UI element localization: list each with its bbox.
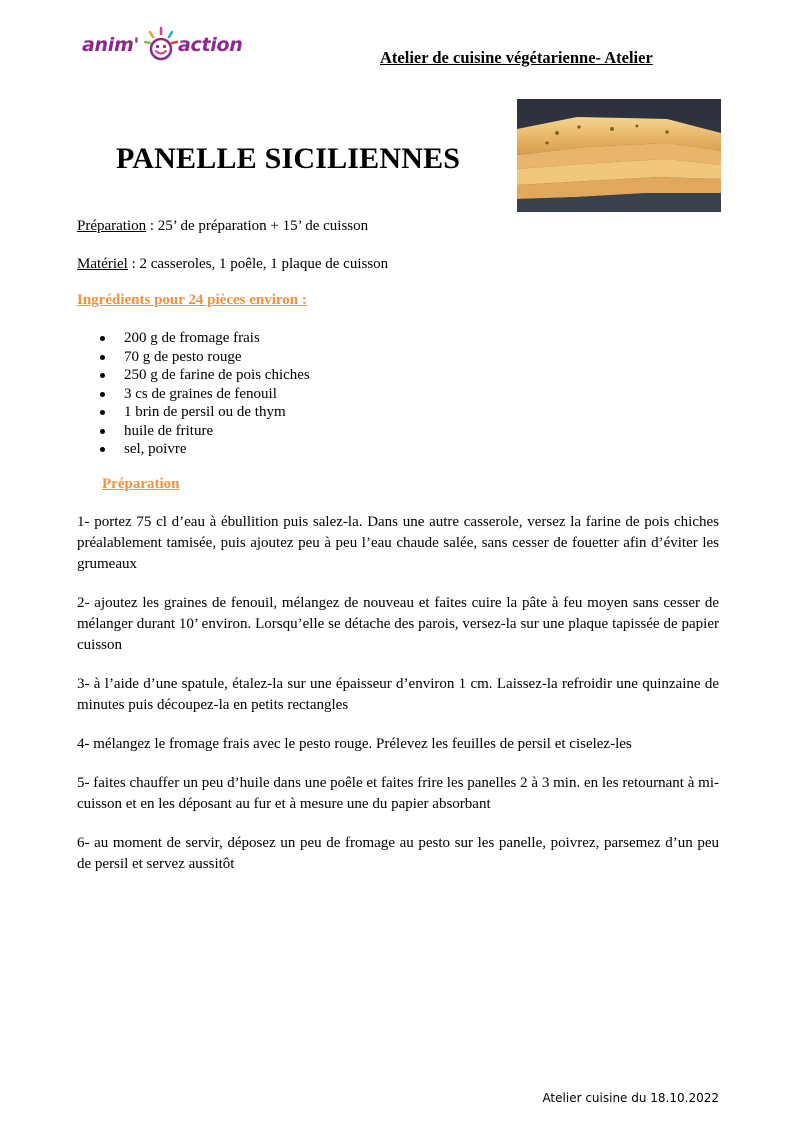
step-paragraph: 5- faites chauffer un peu d’huile dans une poêle et faites frire les panelles 2 à 3 min. en les retournant à mi-cuisson et en les déposant au fur et à mesure une du papier absorbant <box>77 775 719 812</box>
panelle-photo <box>517 99 721 212</box>
step-paragraph: 3- à l’aide d’une spatule, étalez-la sur une épaisseur d’environ 1 cm. Laissez-la refroidir une quinzaine de minutes puis découpez-la en petits rectangles <box>77 676 719 713</box>
list-item: 250 g de farine de pois chiches <box>100 366 310 385</box>
list-item: 70 g de pesto rouge <box>100 348 310 367</box>
logo-text-right: action <box>178 34 243 56</box>
step-paragraph: 2- ajoutez les graines de fenouil, mélangez de nouveau et faites cuire la pâte à feu moyen sans cesser de mélanger durant 10’ environ. Lorsqu’elle se détache des parois, versez-la sur une plaque tapissée de papier cuisson <box>77 595 719 653</box>
logo <box>82 26 252 66</box>
list-item: huile de friture <box>100 422 310 441</box>
preparation-value: : 25’ de préparation + 15’ de cuisson <box>146 218 369 234</box>
materiel-value: : 2 casseroles, 1 poêle, 1 plaque de cuisson <box>127 256 389 272</box>
list-item: 3 cs de graines de fenouil <box>100 385 310 404</box>
footer-date: Atelier cuisine du 18.10.2022 <box>542 1091 719 1105</box>
steps-heading: Préparation <box>102 476 180 492</box>
logo-text-left: anim' <box>82 34 139 56</box>
steps-list <box>77 512 719 893</box>
list-item: 200 g de fromage frais <box>100 329 310 348</box>
step-paragraph: 1- portez 75 cl d’eau à ébullition puis salez-la. Dans une autre casserole, versez la farine de pois chiches préalablement tamisée, puis ajoutez peu à peu l’eau chaude salée, sans cesser de fouetter afin d’éviter les grumeaux <box>77 514 719 572</box>
materiel-line <box>77 256 388 273</box>
smiley-face-icon <box>142 26 180 64</box>
step-paragraph: 6- au moment de servir, déposez un peu de fromage au pesto sur les panelle, poivrez, parsemez d’un peu de persil et servez aussitôt <box>77 835 719 872</box>
preparation-label: Préparation <box>77 218 147 234</box>
list-item: sel, poivre <box>100 440 310 459</box>
step-paragraph: 4- mélangez le fromage frais avec le pesto rouge. Prélevez les feuilles de persil et ciselez-les <box>77 736 632 752</box>
preparation-line <box>77 218 368 235</box>
ingredients-list <box>100 329 310 459</box>
header-title: Atelier de cuisine végétarienne- Atelier <box>380 48 653 67</box>
recipe-title: PANELLE SICILIENNES <box>116 142 461 175</box>
list-item: 1 brin de persil ou de thym <box>100 403 310 422</box>
materiel-label: Matériel <box>77 256 128 272</box>
ingredients-heading: Ingrédients pour 24 pièces environ : <box>77 292 307 308</box>
